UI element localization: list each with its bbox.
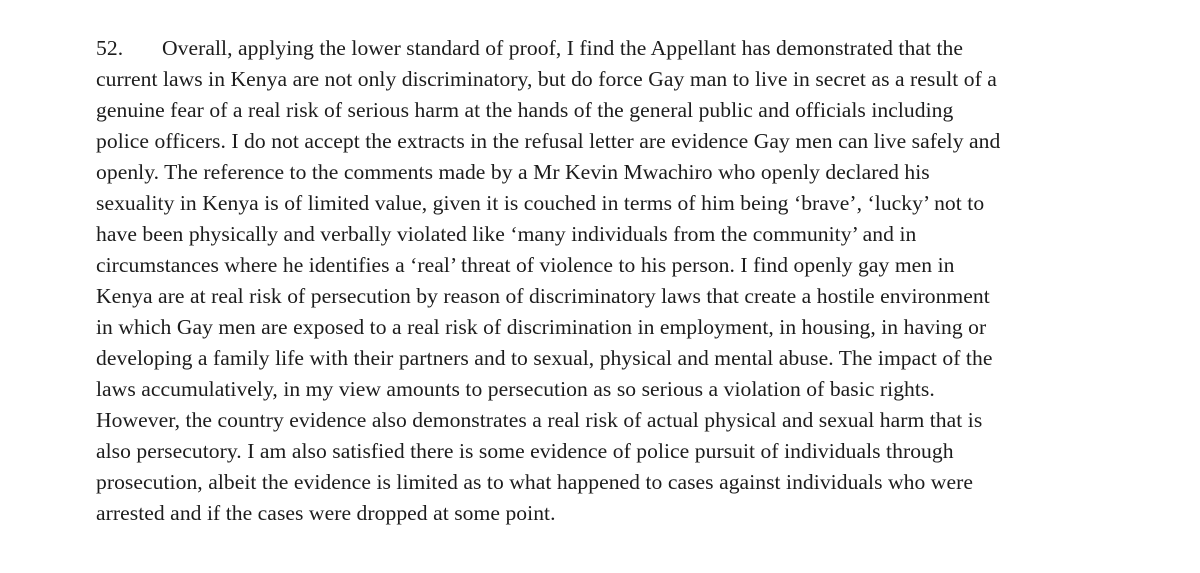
paragraph-line-16: arrested and if the cases were dropped at some point. bbox=[96, 501, 556, 525]
paragraph-line-8: circumstances where he identifies a ‘real’ threat of violence to his person. I find openly gay men in bbox=[96, 253, 955, 277]
paragraph-line-15: prosecution, albeit the evidence is limited as to what happened to cases against individuals who were bbox=[96, 470, 973, 494]
paragraph-line-7: have been physically and verbally violated like ‘many individuals from the community’ and in bbox=[96, 222, 917, 246]
paragraph-line-5: openly. The reference to the comments made by a Mr Kevin Mwachiro who openly declared his bbox=[96, 160, 930, 184]
paragraph-line-14: also persecutory. I am also satisfied there is some evidence of police pursuit of individuals through bbox=[96, 439, 954, 463]
paragraph-line-6: sexuality in Kenya is of limited value, given it is couched in terms of him being ‘brave’, ‘lucky’ not to bbox=[96, 191, 985, 215]
paragraph-line-12: laws accumulatively, in my view amounts to persecution as so serious a violation of basic rights. bbox=[96, 377, 935, 401]
paragraph-line-2: current laws in Kenya are not only discriminatory, but do force Gay man to live in secret as a result of a bbox=[96, 67, 997, 91]
paragraph-line-text: Overall, applying the lower standard of proof, I find the Appellant has demonstrated that the bbox=[162, 36, 963, 60]
paragraph-line-13: However, the country evidence also demonstrates a real risk of actual physical and sexual harm that is bbox=[96, 408, 983, 432]
paragraph-line-3: genuine fear of a real risk of serious harm at the hands of the general public and officials including bbox=[96, 98, 954, 122]
paragraph-line-11: developing a family life with their partners and to sexual, physical and mental abuse. The impact of the bbox=[96, 346, 993, 370]
paragraph-line-9: Kenya are at real risk of persecution by reason of discriminatory laws that create a hostile environment bbox=[96, 284, 990, 308]
paragraph-line-10: in which Gay men are exposed to a real risk of discrimination in employment, in housing, in having or bbox=[96, 315, 987, 339]
paragraph-number: 52. bbox=[96, 36, 124, 60]
paragraph-line-4: police officers. I do not accept the extracts in the refusal letter are evidence Gay men can live safely and bbox=[96, 129, 1001, 153]
paragraph-line-1 bbox=[96, 33, 963, 63]
